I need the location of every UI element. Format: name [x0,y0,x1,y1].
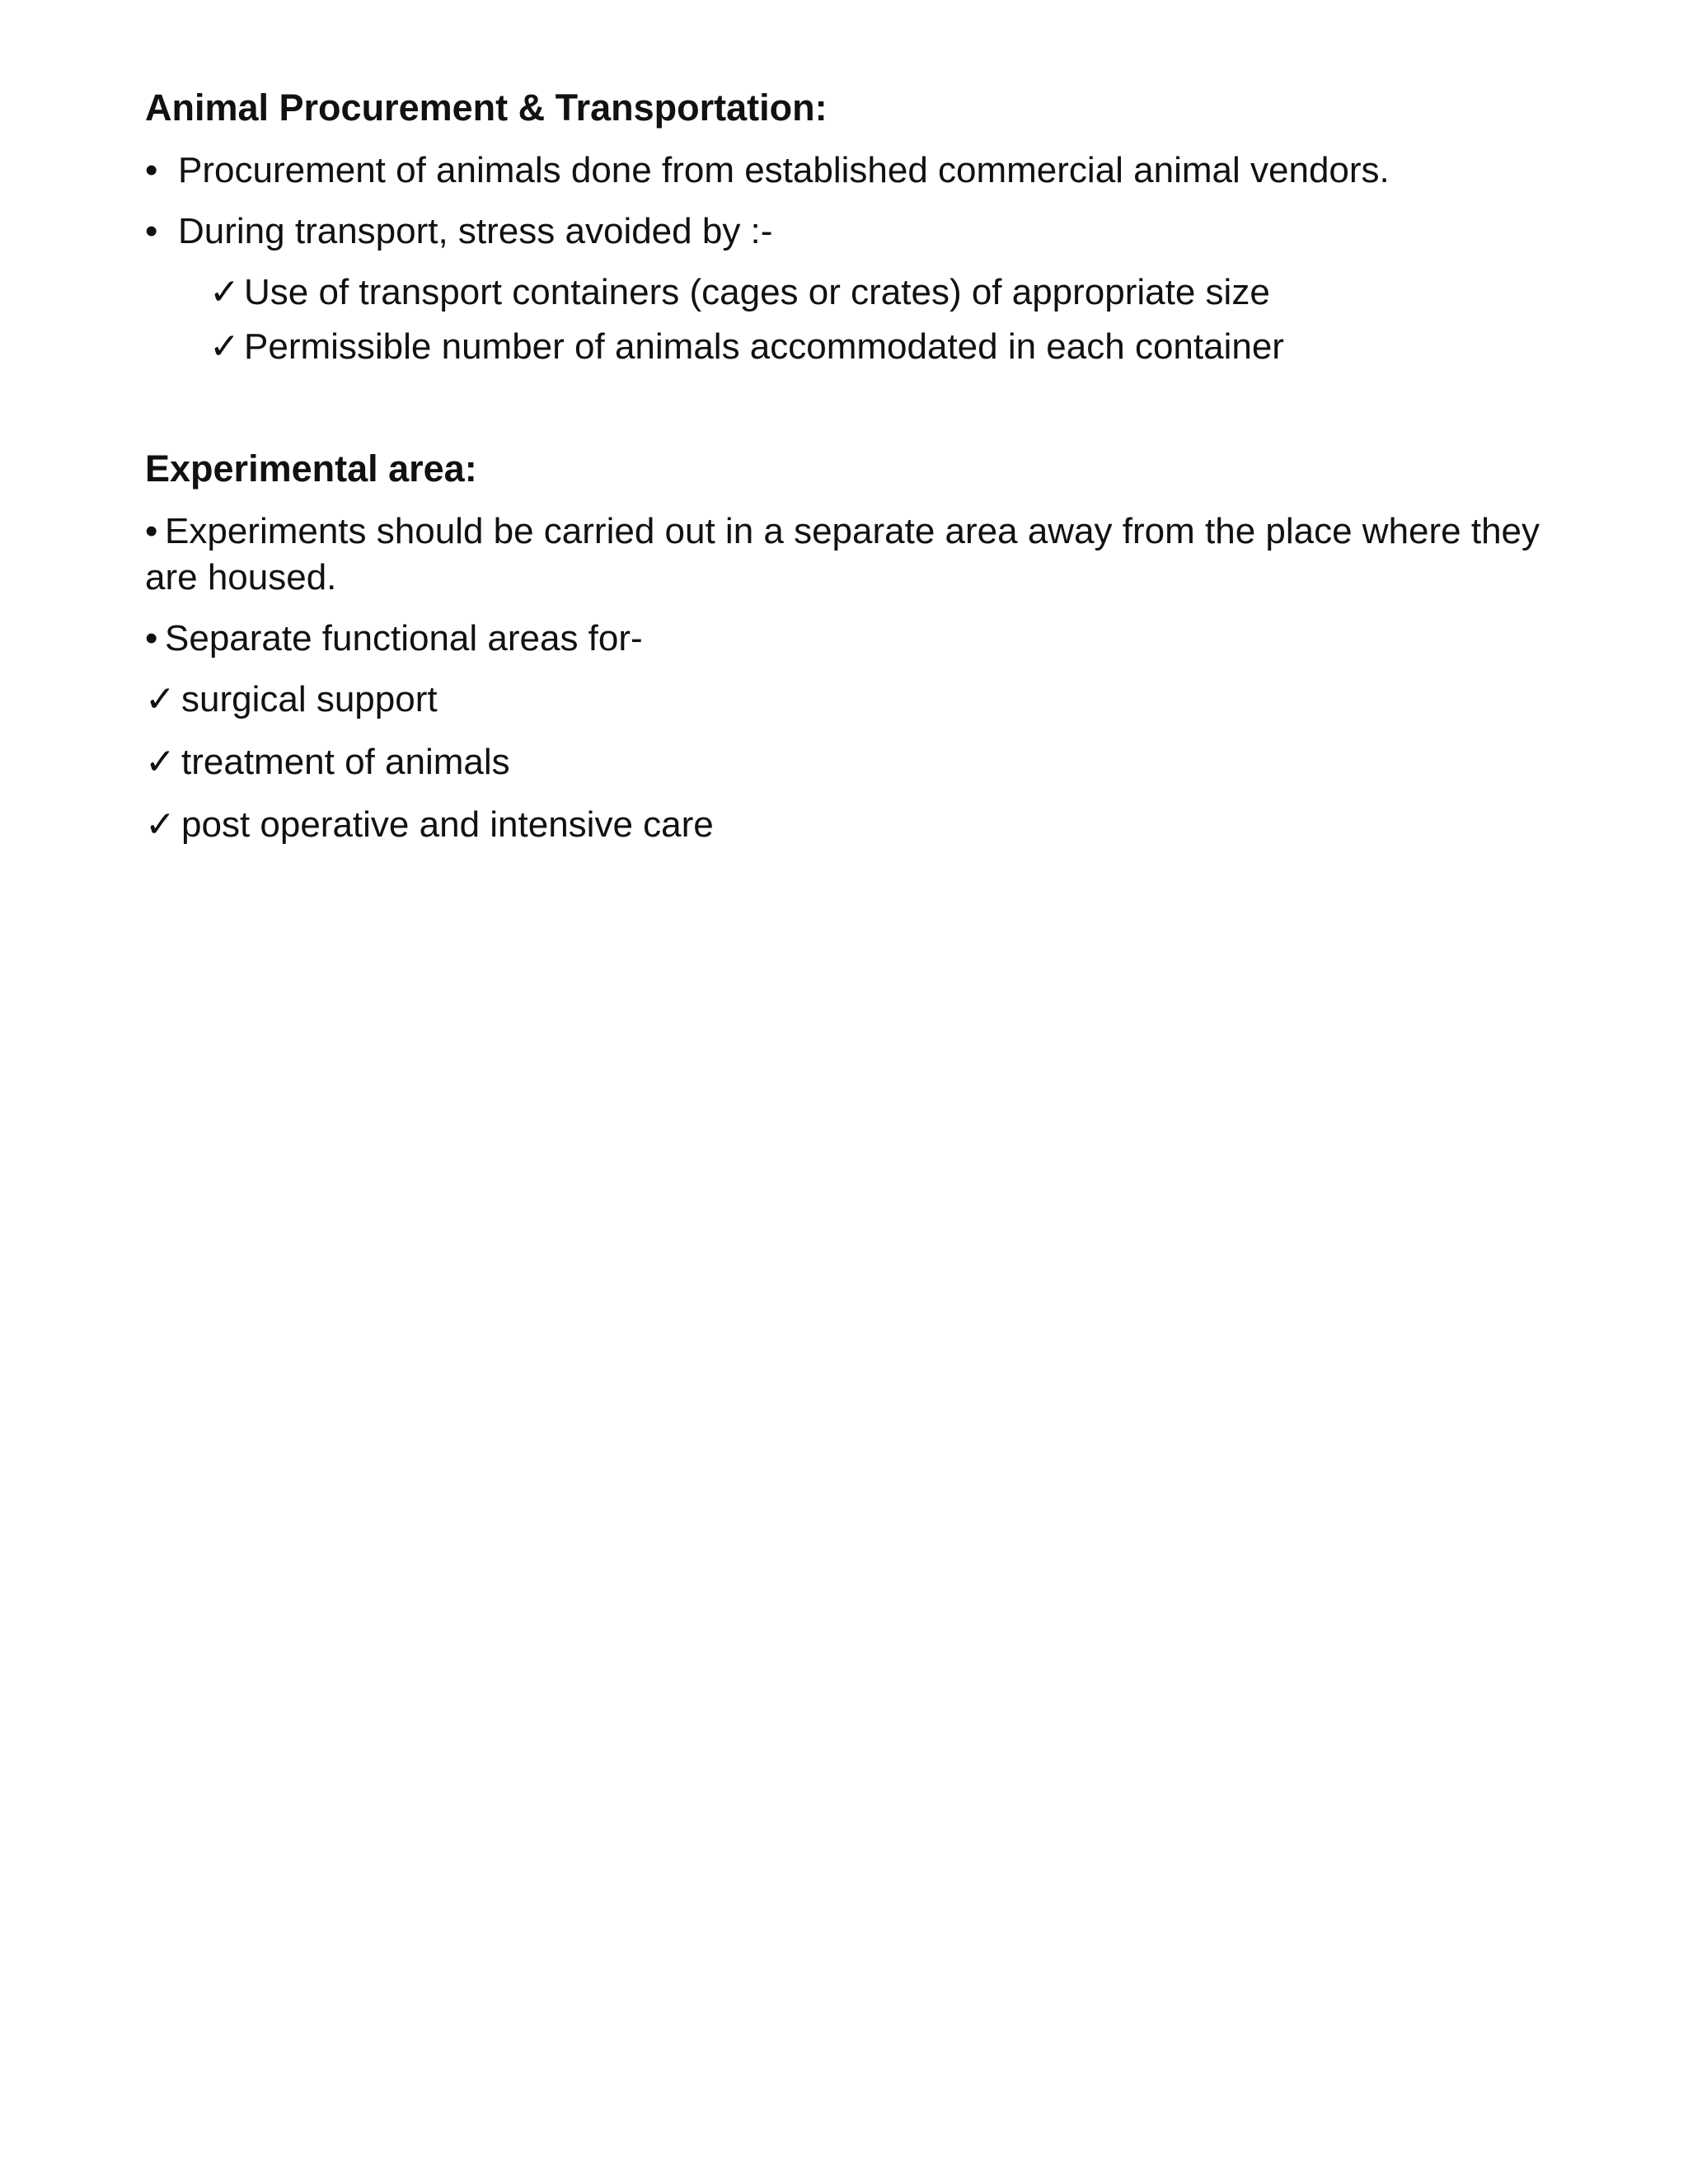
document-content [145,85,1546,865]
bullet-icon: • [145,511,158,551]
check-text: surgical support [181,679,438,719]
bullet-item [145,148,1546,194]
check-item [209,324,1546,370]
bullet-text: During transport, stress avoided by :- [178,211,773,251]
check-text: Use of transport containers (cages or crates) of appropriate size [244,272,1270,312]
check-text: treatment of animals [181,742,510,782]
check-icon: ✓ [145,804,176,845]
bullet-text: Separate functional areas for- [165,618,643,658]
check-item [145,739,1546,785]
check-text: post operative and intensive care [181,804,714,845]
bullet-text: Experiments should be carried out in a separate area away from the place where they are housed. [145,511,1540,598]
check-icon: ✓ [209,272,240,312]
bullet-text: Procurement of animals done from established commercial animal vendors. [178,150,1390,190]
check-icon: ✓ [145,679,176,719]
section-spacer [145,378,1546,446]
check-text: Permissible number of animals accommodated in each container [244,326,1284,367]
bullet-item [145,616,1546,662]
check-item [145,677,1546,723]
bullet-icon: • [145,618,158,658]
bullet-icon: • [145,211,158,251]
check-item [145,802,1546,848]
bullet-item [145,209,1546,255]
section-title-procurement: Animal Procurement & Transportation: [145,87,828,129]
check-icon: ✓ [145,742,176,782]
bullet-item [145,509,1546,601]
check-item [209,269,1546,316]
check-icon: ✓ [209,326,240,367]
bullet-icon: • [145,150,158,190]
section-title-experimental-area: Experimental area: [145,448,477,490]
